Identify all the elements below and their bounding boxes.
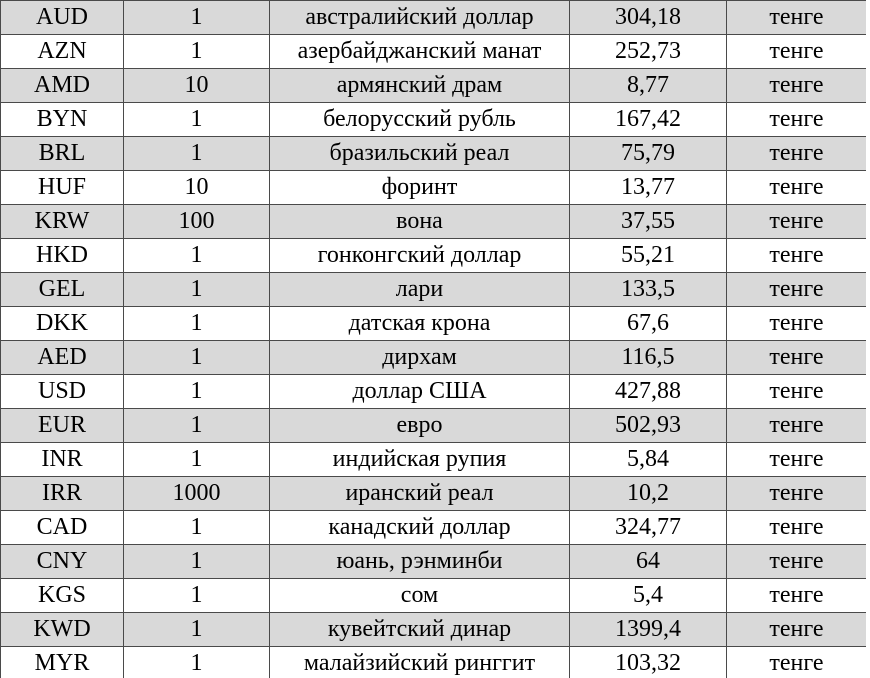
table-row <box>1 477 867 511</box>
exchange-rate-cell: 252,73 <box>570 35 727 69</box>
unit-cell: тенге <box>727 477 867 511</box>
table-row <box>1 205 867 239</box>
currency-name-cell: датская крона <box>270 307 570 341</box>
nominal-cell: 1 <box>124 511 270 545</box>
table-row <box>1 239 867 273</box>
currency-code-cell: AED <box>1 341 124 375</box>
exchange-rate-cell: 167,42 <box>570 103 727 137</box>
currency-name-cell: белорусский рубль <box>270 103 570 137</box>
nominal-cell: 1 <box>124 443 270 477</box>
table-row <box>1 647 867 678</box>
table-row <box>1 1 867 35</box>
exchange-rate-cell: 502,93 <box>570 409 727 443</box>
exchange-rate-cell: 427,88 <box>570 375 727 409</box>
nominal-cell: 1 <box>124 1 270 35</box>
currency-name-cell: сом <box>270 579 570 613</box>
currency-code-cell: IRR <box>1 477 124 511</box>
table-row <box>1 545 867 579</box>
currency-name-cell: лари <box>270 273 570 307</box>
exchange-rate-cell: 67,6 <box>570 307 727 341</box>
currency-code-cell: HKD <box>1 239 124 273</box>
currency-code-cell: CNY <box>1 545 124 579</box>
unit-cell: тенге <box>727 273 867 307</box>
table-row <box>1 443 867 477</box>
exchange-rate-cell: 13,77 <box>570 171 727 205</box>
exchange-rates-body <box>1 1 867 678</box>
currency-name-cell: канадский доллар <box>270 511 570 545</box>
currency-code-cell: HUF <box>1 171 124 205</box>
exchange-rate-cell: 304,18 <box>570 1 727 35</box>
exchange-rate-cell: 133,5 <box>570 273 727 307</box>
unit-cell: тенге <box>727 239 867 273</box>
unit-cell: тенге <box>727 69 867 103</box>
nominal-cell: 1000 <box>124 477 270 511</box>
unit-cell: тенге <box>727 409 867 443</box>
table-row <box>1 375 867 409</box>
currency-name-cell: гонконгский доллар <box>270 239 570 273</box>
nominal-cell: 1 <box>124 409 270 443</box>
exchange-rate-cell: 324,77 <box>570 511 727 545</box>
unit-cell: тенге <box>727 137 867 171</box>
nominal-cell: 10 <box>124 171 270 205</box>
currency-name-cell: дирхам <box>270 341 570 375</box>
currency-code-cell: AMD <box>1 69 124 103</box>
exchange-rate-cell: 1399,4 <box>570 613 727 647</box>
currency-name-cell: австралийский доллар <box>270 1 570 35</box>
unit-cell: тенге <box>727 1 867 35</box>
nominal-cell: 10 <box>124 69 270 103</box>
exchange-rate-cell: 75,79 <box>570 137 727 171</box>
currency-name-cell: вона <box>270 205 570 239</box>
unit-cell: тенге <box>727 647 867 678</box>
currency-name-cell: иранский реал <box>270 477 570 511</box>
currency-code-cell: KRW <box>1 205 124 239</box>
currency-name-cell: юань, рэнминби <box>270 545 570 579</box>
currency-name-cell: армянский драм <box>270 69 570 103</box>
exchange-rate-cell: 10,2 <box>570 477 727 511</box>
nominal-cell: 1 <box>124 273 270 307</box>
table-row <box>1 69 867 103</box>
table-row <box>1 511 867 545</box>
table-row <box>1 341 867 375</box>
currency-code-cell: BRL <box>1 137 124 171</box>
table-row <box>1 613 867 647</box>
currency-code-cell: EUR <box>1 409 124 443</box>
currency-code-cell: AUD <box>1 1 124 35</box>
unit-cell: тенге <box>727 545 867 579</box>
nominal-cell: 1 <box>124 35 270 69</box>
currency-code-cell: MYR <box>1 647 124 678</box>
nominal-cell: 1 <box>124 307 270 341</box>
nominal-cell: 1 <box>124 239 270 273</box>
table-row <box>1 103 867 137</box>
currency-name-cell: кувейтский динар <box>270 613 570 647</box>
exchange-rate-cell: 8,77 <box>570 69 727 103</box>
exchange-rate-cell: 64 <box>570 545 727 579</box>
nominal-cell: 1 <box>124 545 270 579</box>
currency-name-cell: евро <box>270 409 570 443</box>
unit-cell: тенге <box>727 375 867 409</box>
unit-cell: тенге <box>727 579 867 613</box>
currency-name-cell: бразильский реал <box>270 137 570 171</box>
exchange-rate-cell: 37,55 <box>570 205 727 239</box>
unit-cell: тенге <box>727 171 867 205</box>
exchange-rate-cell: 103,32 <box>570 647 727 678</box>
table-row <box>1 35 867 69</box>
currency-code-cell: USD <box>1 375 124 409</box>
currency-code-cell: KWD <box>1 613 124 647</box>
currency-code-cell: KGS <box>1 579 124 613</box>
exchange-rate-cell: 55,21 <box>570 239 727 273</box>
unit-cell: тенге <box>727 35 867 69</box>
currency-code-cell: GEL <box>1 273 124 307</box>
nominal-cell: 1 <box>124 341 270 375</box>
nominal-cell: 1 <box>124 647 270 678</box>
exchange-rate-cell: 5,4 <box>570 579 727 613</box>
unit-cell: тенге <box>727 511 867 545</box>
currency-code-cell: INR <box>1 443 124 477</box>
unit-cell: тенге <box>727 103 867 137</box>
currency-name-cell: азербайджанский манат <box>270 35 570 69</box>
currency-code-cell: BYN <box>1 103 124 137</box>
currency-name-cell: малайзийский ринггит <box>270 647 570 678</box>
nominal-cell: 1 <box>124 137 270 171</box>
currency-code-cell: CAD <box>1 511 124 545</box>
currency-name-cell: форинт <box>270 171 570 205</box>
nominal-cell: 1 <box>124 103 270 137</box>
unit-cell: тенге <box>727 307 867 341</box>
nominal-cell: 1 <box>124 579 270 613</box>
nominal-cell: 100 <box>124 205 270 239</box>
exchange-rate-cell: 5,84 <box>570 443 727 477</box>
currency-code-cell: AZN <box>1 35 124 69</box>
currency-code-cell: DKK <box>1 307 124 341</box>
currency-name-cell: доллар США <box>270 375 570 409</box>
unit-cell: тенге <box>727 613 867 647</box>
unit-cell: тенге <box>727 341 867 375</box>
nominal-cell: 1 <box>124 375 270 409</box>
exchange-rate-cell: 116,5 <box>570 341 727 375</box>
unit-cell: тенге <box>727 443 867 477</box>
table-row <box>1 137 867 171</box>
nominal-cell: 1 <box>124 613 270 647</box>
page-right-margin <box>866 0 870 678</box>
unit-cell: тенге <box>727 205 867 239</box>
table-row <box>1 409 867 443</box>
table-row <box>1 307 867 341</box>
table-row <box>1 273 867 307</box>
table-row <box>1 579 867 613</box>
table-row <box>1 171 867 205</box>
currency-name-cell: индийская рупия <box>270 443 570 477</box>
